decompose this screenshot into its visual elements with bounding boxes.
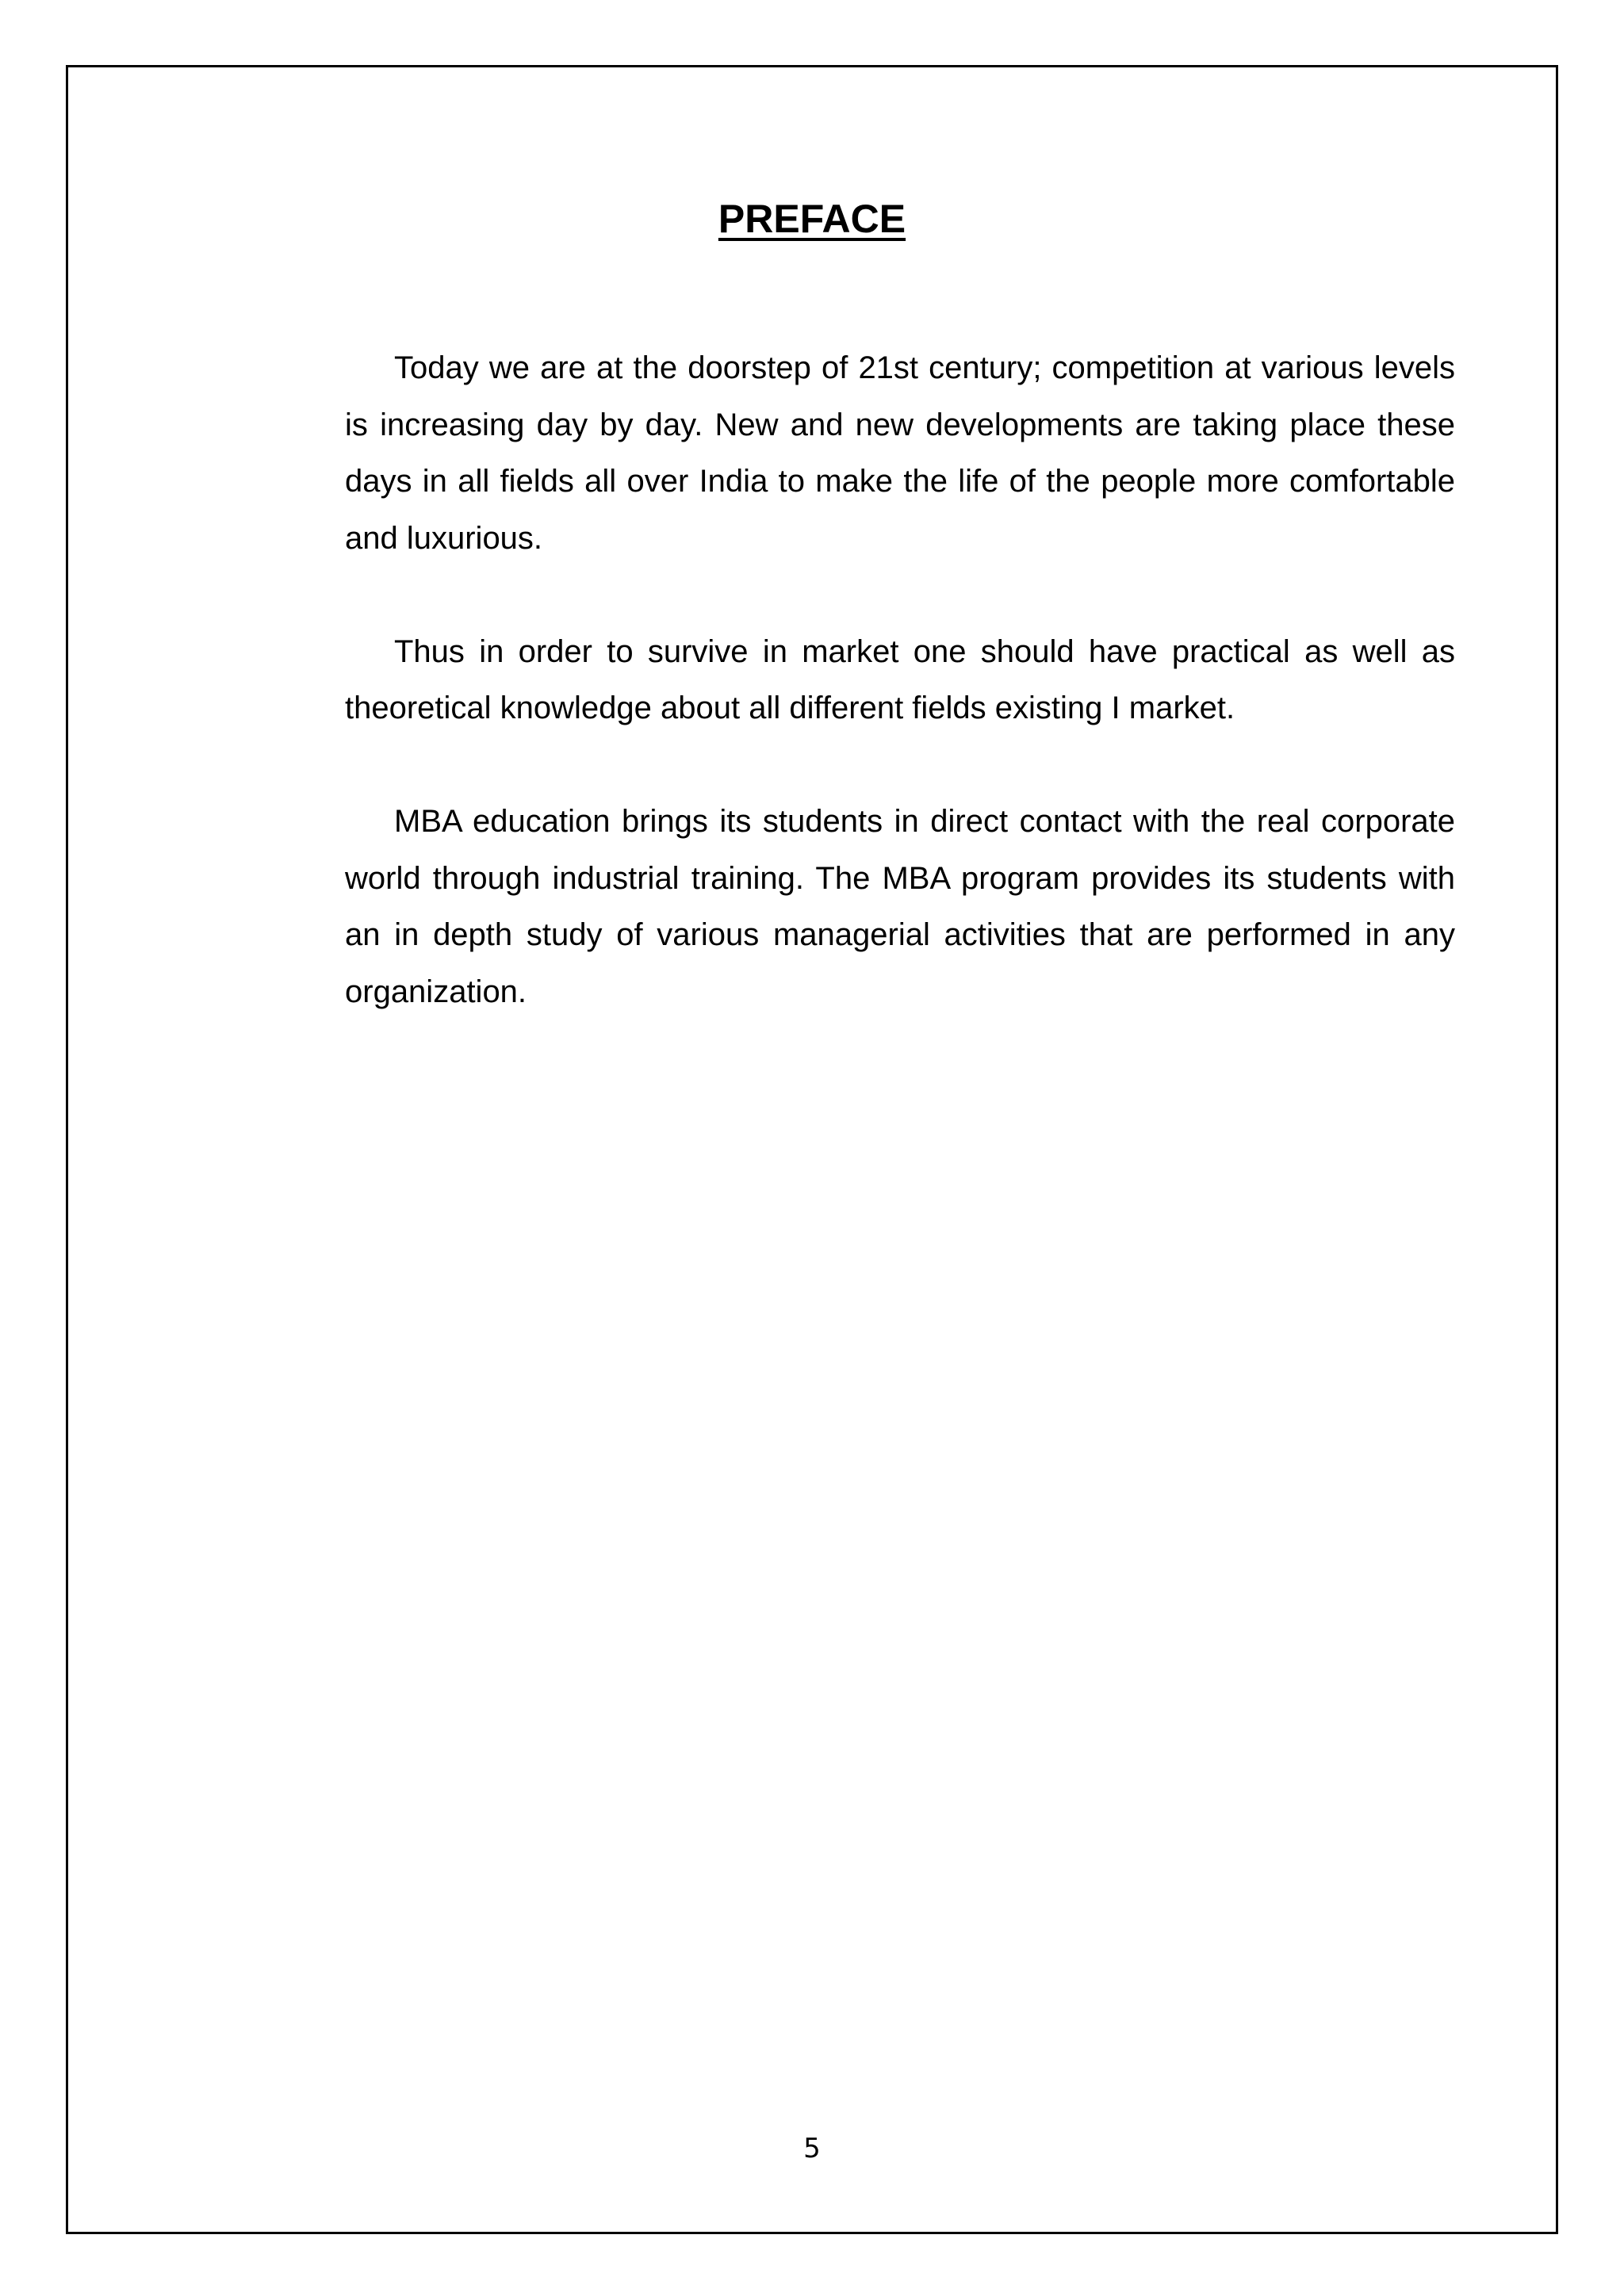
paragraph-3: MBA education brings its students in direct contact with the real corporate world through industrial training. The MBA program provides its students with an in depth study of various managerial activities that are performed in any organization. (345, 804, 1455, 1009)
page-number: 5 (803, 2133, 821, 2164)
page-title: PREFACE (718, 197, 906, 241)
paragraph-2: Thus in order to survive in market one should have practical as well as theoretical knowledge about all different fields existing I market. (345, 633, 1455, 725)
paragraph-1: Today we are at the doorstep of 21st century; competition at various levels is increasing day by day. New and new developments are taking place these days in all fields all over India to make the life of the people more comfortable and luxurious. (345, 350, 1455, 556)
preface-body (345, 340, 1455, 1077)
